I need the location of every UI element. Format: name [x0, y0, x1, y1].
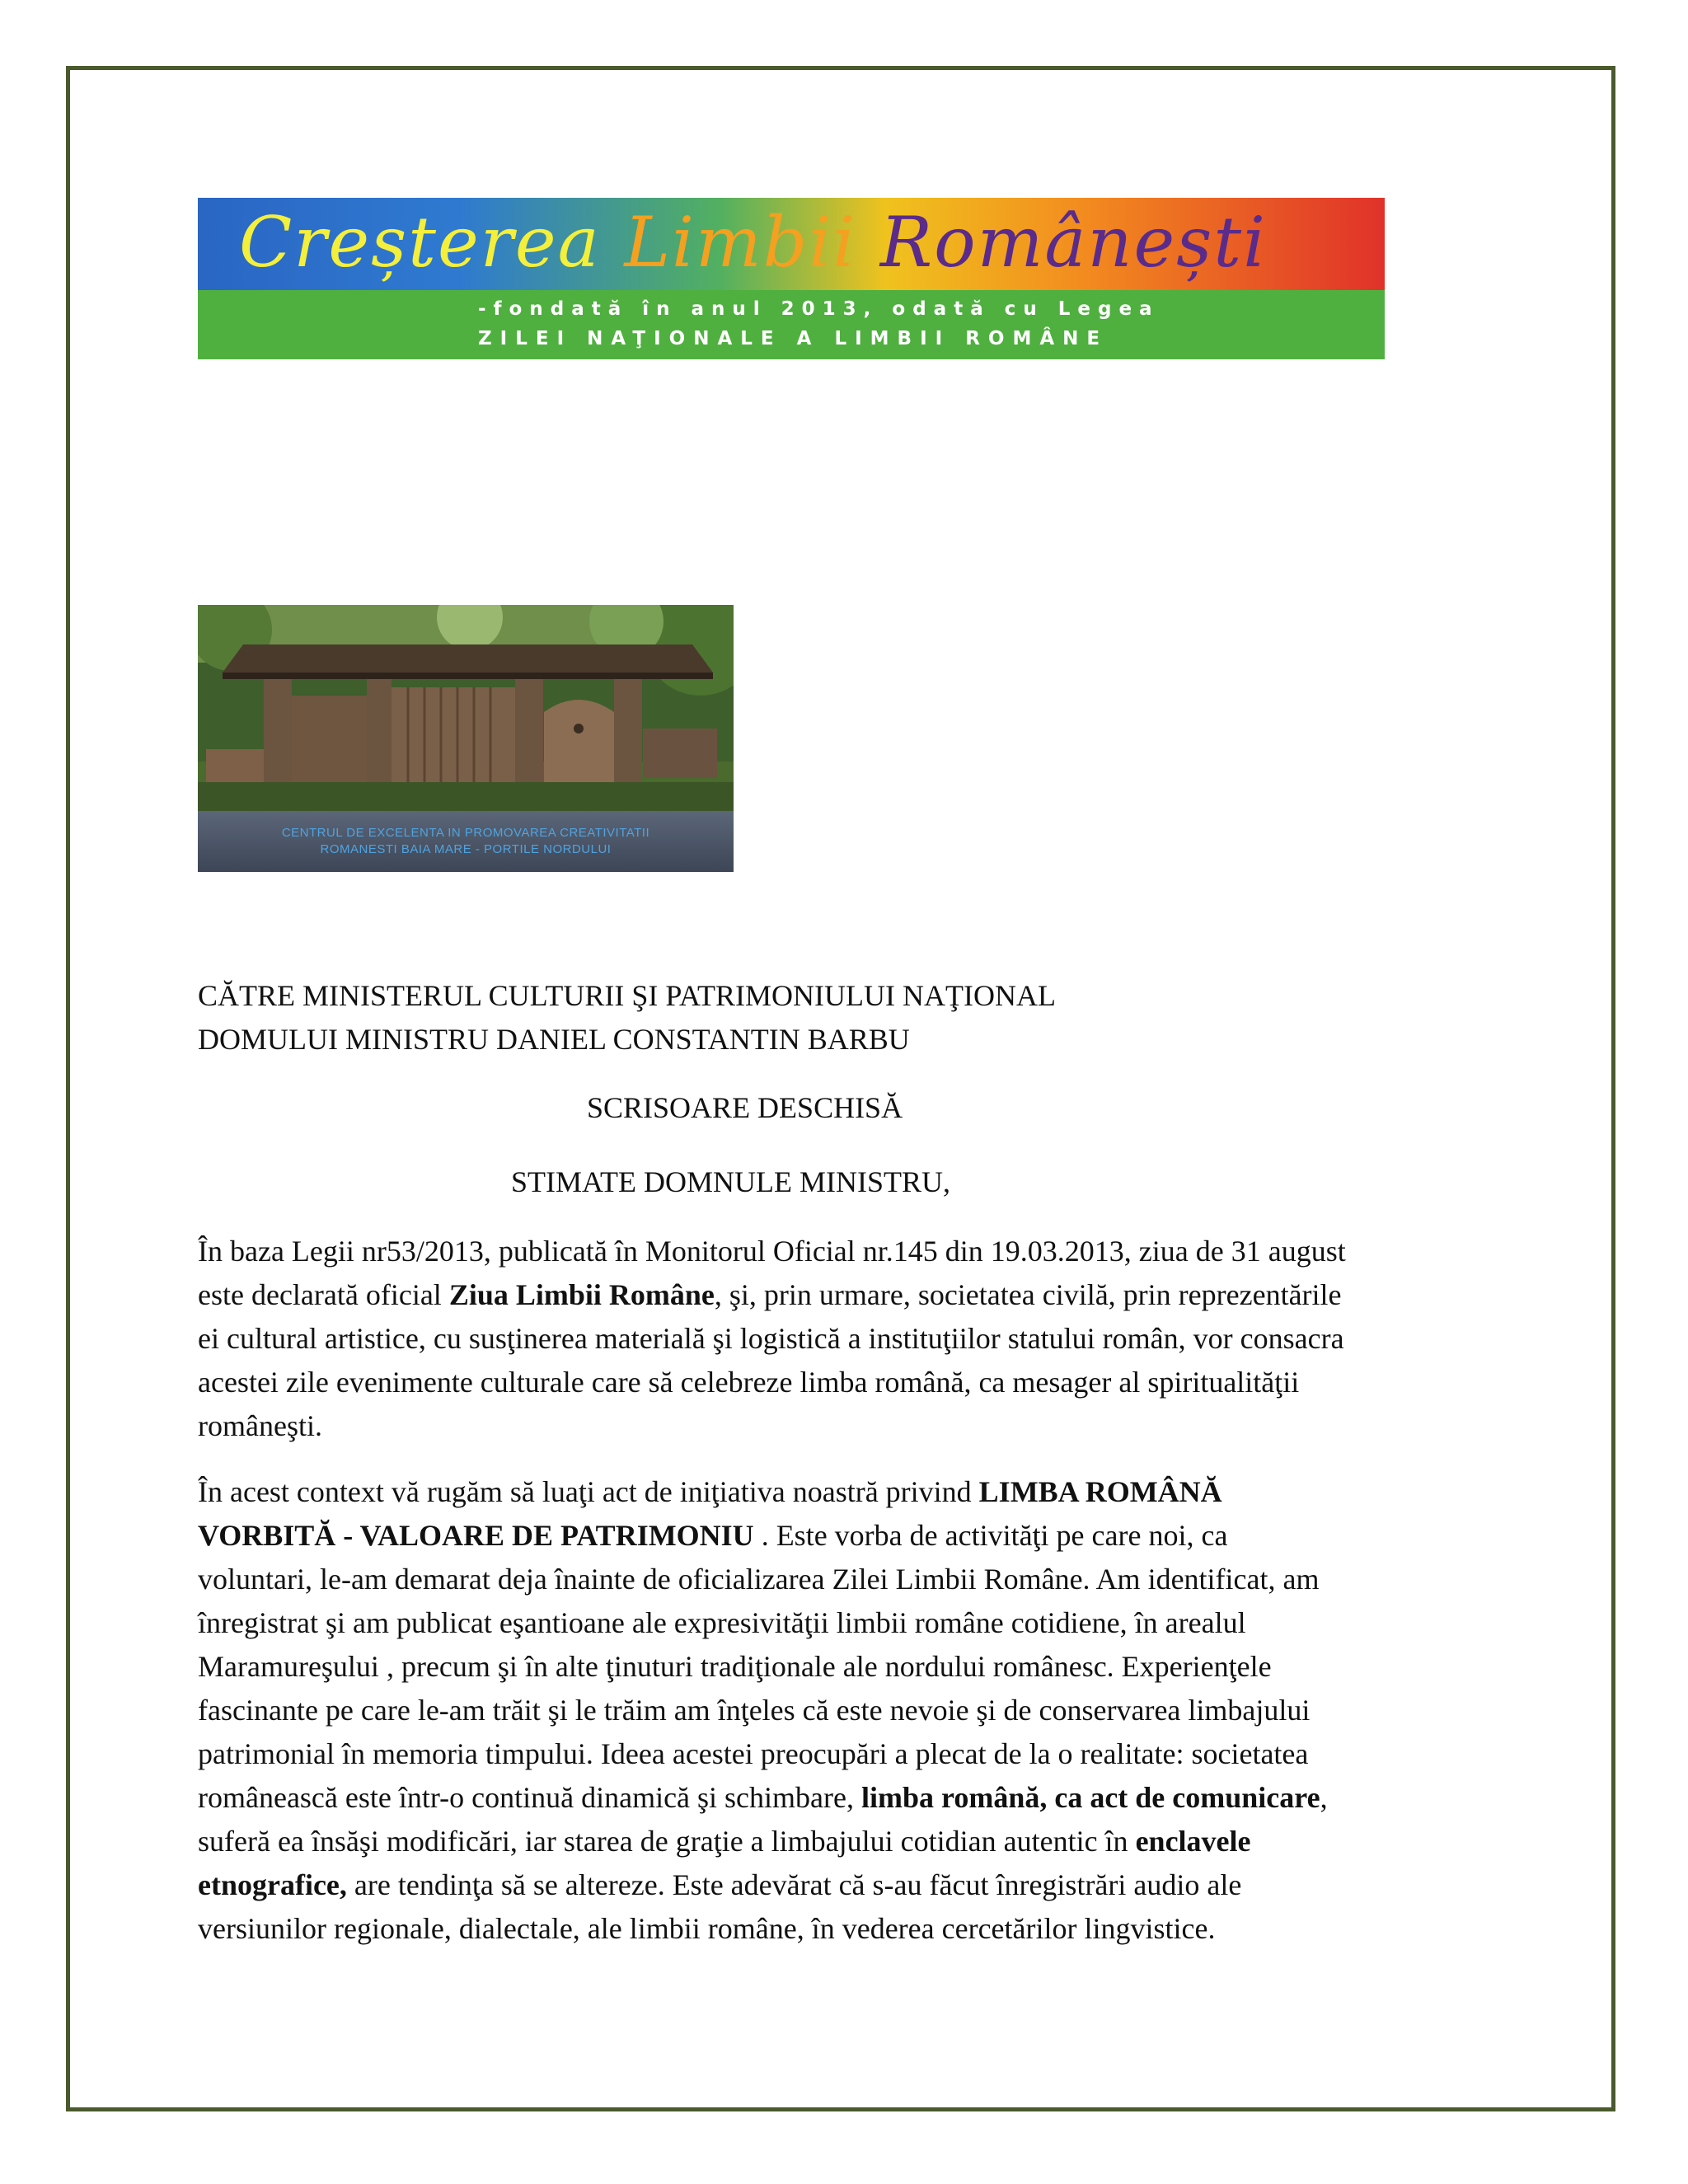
text-run: , — [1320, 1781, 1328, 1814]
banner-title-word-1: Creșterea — [239, 202, 601, 283]
paragraph-line: patrimonial în memoria timpului. Ideea acestei preocupări a plecat de la o realitate: societatea — [198, 1737, 1309, 1770]
recipient-address — [198, 974, 1484, 1062]
text-run: , şi, prin urmare, societatea civilă, prin reprezentările — [714, 1278, 1342, 1311]
text-run: este declarată oficial — [198, 1278, 449, 1311]
paragraph-line: înregistrat şi am publicat eşantioane ale expresivităţii limbii române cotidiene, în arealul — [198, 1606, 1246, 1639]
photo-caption — [198, 811, 734, 872]
photo-caption-line-2: ROMANESTI BAIA MARE - PORTILE NORDULUI — [320, 842, 612, 856]
letter-title: SCRISOARE DESCHISĂ — [587, 1091, 903, 1124]
bold-text-run: LIMBA ROMÂNĂ — [978, 1475, 1222, 1508]
paragraph-line: voluntari, le-am demarat deja înainte de oficializarea Zilei Limbii Române. Am identificat, am — [198, 1563, 1320, 1596]
banner-subtitle-line-2: ZILEI NAŢIONALE A LIMBII ROMÂNE — [478, 328, 1109, 349]
banner-subtitle-line-1: -fondată în anul 2013, odată cu Legea — [478, 298, 1160, 320]
paragraph-line — [198, 1863, 1484, 1907]
paragraph-line: Maramureşului , precum şi în alte ţinuturi tradiţionale ale nordului românesc. Experienţele — [198, 1650, 1272, 1683]
paragraph-line: versiunilor regionale, dialectale, ale limbii române, în vederea cercetărilor lingvistice. — [198, 1912, 1216, 1945]
address-line-2: DOMULUI MINISTRU DANIEL CONSTANTIN BARBU — [198, 1023, 910, 1056]
address-line-1: CĂTRE MINISTERUL CULTURII ŞI PATRIMONIULUI NAŢIONAL — [198, 979, 1056, 1012]
text-run: În acest context vă rugăm să luaţi act de iniţiativa noastră privind — [198, 1475, 979, 1508]
paragraph-line: fascinante pe care le-am trăit şi le trăim am înţeles că este nevoie şi de conservarea limbajului — [198, 1694, 1311, 1727]
bold-text-run: VORBITĂ - VALOARE DE PATRIMONIU — [198, 1519, 754, 1552]
banner-title — [239, 201, 1267, 284]
bold-text-run: Ziua Limbii Române — [448, 1278, 715, 1311]
salutation: STIMATE DOMNULE MINISTRU, — [511, 1165, 950, 1198]
bold-text-run: enclavele — [1135, 1825, 1251, 1858]
wooden-gate-photo — [198, 605, 734, 872]
paragraph-line — [198, 1470, 1484, 1514]
paragraph-2 — [198, 1470, 1484, 1951]
banner-title-word-2: Limbii — [624, 202, 857, 283]
paragraph-line: În baza Legii nr53/2013, publicată în Monitorul Oficial nr.145 din 19.03.2013, ziua de 31 august — [198, 1235, 1346, 1268]
text-run: românească este într-o continuă dinamică şi schimbare, — [198, 1781, 861, 1814]
bold-text-run: limba română, ca act de comunicare — [860, 1781, 1320, 1814]
banner-logo — [198, 198, 1385, 359]
paragraph-line — [198, 1273, 1484, 1317]
text-run: . Este vorba de activităţi pe care noi, ca — [753, 1519, 1228, 1552]
paragraph-line: acestei zile evenimente culturale care să celebreze limba română, ca mesager al spiritualităţii — [198, 1366, 1300, 1399]
paragraph-line — [198, 1776, 1484, 1820]
text-run: suferă ea însăşi modificări, iar starea de graţie a limbajului cotidian autentic în — [198, 1825, 1136, 1858]
bold-text-run: etnografice, — [198, 1868, 347, 1901]
wooden-gate-illustration — [198, 605, 734, 811]
banner-title-word-3: Românești — [879, 202, 1267, 283]
banner-rainbow-band — [198, 198, 1385, 290]
paragraph-line: ei cultural artistice, cu susţinerea materială şi logistică a instituţiilor statului român, vor consacra — [198, 1322, 1344, 1355]
text-run: are tendinţa să se altereze. Este adevărat că s-au făcut înregistrări audio ale — [346, 1868, 1242, 1901]
photo-caption-line-1: CENTRUL DE EXCELENTA IN PROMOVAREA CREATIVITATII — [281, 826, 650, 840]
paragraph-line — [198, 1514, 1484, 1558]
paragraph-1 — [198, 1230, 1484, 1448]
paragraph-line: româneşti. — [198, 1409, 322, 1442]
paragraph-line — [198, 1820, 1484, 1863]
